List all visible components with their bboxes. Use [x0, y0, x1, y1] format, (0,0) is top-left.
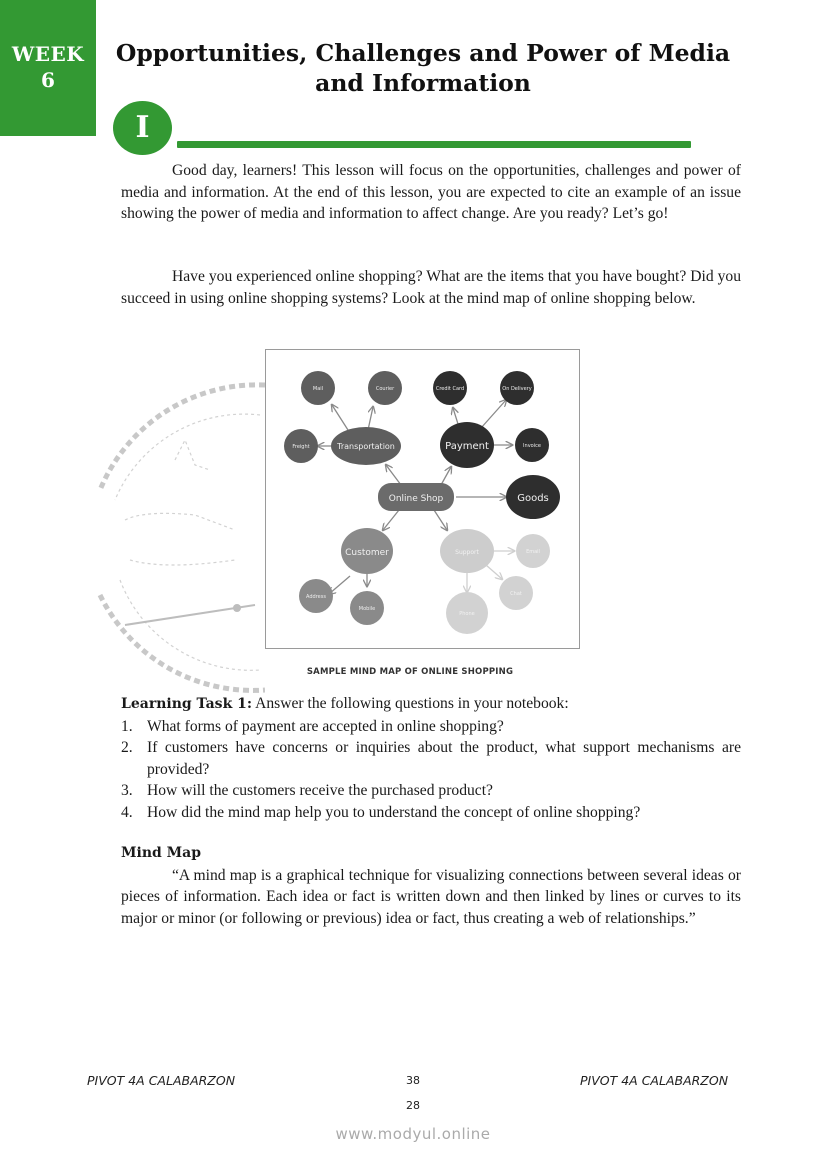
question-item: 1. What forms of payment are accepted in online shopping? — [121, 717, 504, 735]
page-number-outer: 28 — [406, 1099, 420, 1112]
task-heading — [121, 693, 741, 716]
node-support-c — [446, 592, 488, 634]
node-on-delivery — [500, 371, 534, 405]
node-freight — [284, 429, 318, 463]
svg-text:Customer: Customer — [345, 548, 389, 558]
intro-paragraph-2: Have you experienced online shopping? What are the items that you have bought? Did you succeed in using online shopping systems? Look at the mind map of online shopping below. — [121, 268, 741, 307]
node-transportation — [331, 427, 401, 465]
node-online-shop — [378, 483, 454, 511]
figure-caption: SAMPLE MIND MAP OF ONLINE SHOPPING — [306, 667, 514, 677]
svg-text:Courier: Courier — [375, 386, 395, 392]
seal-watermark — [85, 370, 265, 715]
node-mobile — [350, 591, 384, 625]
learning-task — [121, 693, 741, 823]
page-number-inner: 38 — [406, 1074, 420, 1087]
watermark-url: www.modyul.online — [335, 1125, 491, 1143]
svg-text:Chat: Chat — [510, 591, 522, 597]
node-mail — [301, 371, 335, 405]
task-instruction: Answer the following questions in your notebook: — [255, 695, 569, 712]
svg-text:Freight: Freight — [292, 444, 310, 450]
node-courier — [368, 371, 402, 405]
task-label: Learning Task 1: — [121, 696, 253, 712]
svg-text:Goods: Goods — [517, 493, 549, 504]
question-item: 2. If customers have concerns or inquiries about the product, what support mechanisms are provided? — [121, 739, 741, 778]
section-badge: I — [113, 101, 172, 155]
question-list — [121, 716, 741, 824]
intro-paragraph-1: Good day, learners! This lesson will focus on the opportunities, challenges and power of media and information. At the end of this lesson, you are expected to cite an example of an issue showing the power of media and information to affect change. Are you ready? Let’s go! — [121, 162, 741, 222]
question-item: 4. How did the mind map help you to understand the concept of online shopping? — [121, 803, 641, 821]
node-address — [299, 579, 333, 613]
node-support — [440, 529, 494, 573]
node-goods — [506, 475, 560, 519]
week-label: WEEK — [11, 42, 85, 66]
section-divider — [177, 141, 691, 148]
week-badge — [0, 0, 96, 136]
mind-map-diagram — [266, 350, 579, 648]
mind-map-definition — [121, 843, 741, 929]
svg-text:Credit Card: Credit Card — [435, 386, 465, 392]
svg-text:Transportation: Transportation — [337, 442, 395, 451]
page-title: Opportunities, Challenges and Power of Media and Information — [115, 39, 731, 97]
question-item: 3. How will the customers receive the purchased product? — [121, 782, 493, 799]
mind-map-text: “A mind map is a graphical technique for visualizing connections between several ideas or pieces of information. Each idea or fact is written down and then linked by lines or curves to its major or minor (or following or previous) idea or fact, thus creating a web of relationships.” — [121, 866, 741, 927]
svg-text:Support: Support — [455, 549, 479, 556]
svg-text:Email: Email — [526, 549, 540, 555]
footer-right: PIVOT 4A CALABARZON — [580, 1073, 729, 1088]
svg-text:Online Shop: Online Shop — [388, 494, 444, 504]
node-invoice — [515, 428, 549, 462]
node-payment — [440, 422, 494, 468]
mind-map-figure — [265, 349, 580, 649]
svg-text:Mail: Mail — [312, 386, 324, 392]
node-credit-card — [433, 371, 467, 405]
svg-text:Payment: Payment — [445, 441, 489, 452]
node-support-a — [516, 534, 550, 568]
svg-text:Invoice: Invoice — [523, 443, 541, 449]
svg-text:On Delivery: On Delivery — [502, 386, 532, 392]
svg-text:Mobile: Mobile — [358, 606, 376, 612]
mind-map-heading: Mind Map — [121, 845, 202, 861]
week-number: 6 — [41, 68, 55, 92]
node-customer — [341, 528, 393, 574]
node-support-b — [499, 576, 533, 610]
svg-text:Address: Address — [306, 594, 326, 600]
svg-text:Phone: Phone — [459, 611, 475, 617]
footer-left: PIVOT 4A CALABARZON — [87, 1073, 236, 1088]
